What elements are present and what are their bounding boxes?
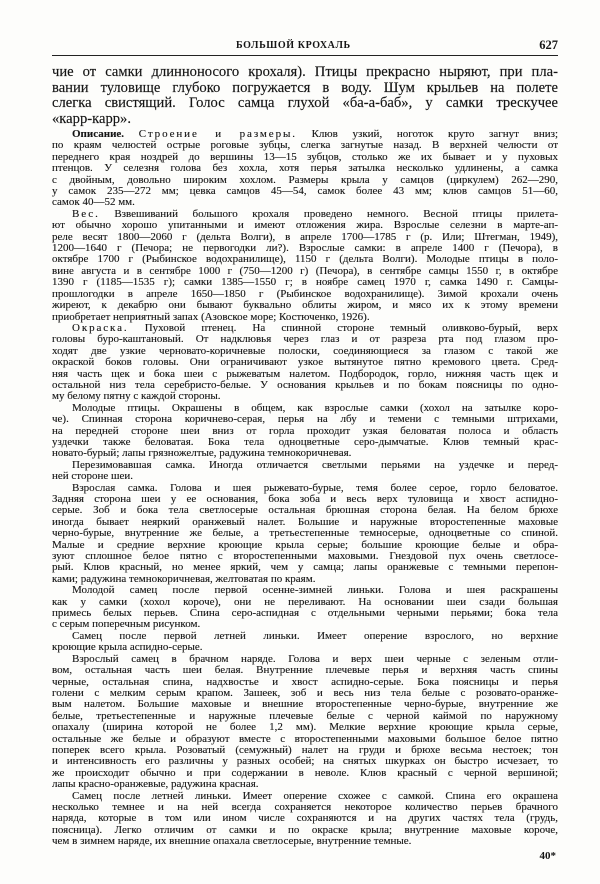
text-line: жиреют, к декабрю они бывают буквально облиты жиром, и мясо их к этому времени (52, 299, 558, 312)
text-line: Самец после летней линьки. Имеет оперение схожее с самкой. Спина его окрашена (72, 789, 558, 802)
text-run: Клюв узкий, ноготок круто загнут вниз; (296, 128, 559, 140)
printer-signature-mark: 40* (539, 850, 556, 862)
text-line: Молодые птицы. Окрашены в общем, как взрослые самки (хохол на затылке коро- (72, 401, 558, 414)
text-line: остальной низ тела серебристо-белые. У основания крыльев и по бокам поясницы по одно- (52, 378, 558, 391)
text-line: прошлогодки в апреле 1650—1850 г (Рыбинское водохранилище). Зимой крохали очень (52, 287, 558, 300)
text-line: поясница). Легко отличим от самки и по окраске крыла; внутренние маховые короче, (52, 823, 558, 836)
paragraph (52, 460, 558, 483)
text-line: как у самки (хохол короче), они не переливают. На основании шеи сзади большая (52, 595, 558, 608)
text-line: Взрослый самец в брачном наряде. Голова и верх шеи черные с зеленым отли- (72, 652, 558, 665)
text-line: вании туловище глубоко погружается в воду. Шум крыльев на полете (52, 79, 558, 96)
text-line: ходят две узкие черновато-коричневые полоски, соединяющиеся за глазом с такой же (52, 344, 558, 357)
text-line: че). Спинная сторона коричнево-серая, перья на лбу и темени с темными штрихами, (52, 413, 558, 426)
continued-paragraph (52, 65, 558, 127)
text-line: голени с мелким серым крапом. Зашеек, зоб и весь низ тела белые с розовато-оранже- (52, 686, 558, 699)
text-line: вине августа и в сентябре 1000 г (750—1200 г) (Печора), в сентябре самцы 1550 г, в октябре (52, 264, 558, 277)
text-line: примесь белых перьев. Спина серо-аспидная с отдельными черными перьями; бока тела (52, 607, 558, 620)
text-line: по краям челюстей острые роговые зубцы, слегка загнутые назад. В верхней челюсти от (52, 139, 558, 152)
paragraph (52, 483, 558, 586)
text-line: ют обычно хорошо упитанными и имеют отложения жира. Взрослые селезни в марте-ап- (52, 219, 558, 232)
text-line: вым налетом. Большие маховые и внешние второстепенные черно-бурые, внутренние же (52, 698, 558, 711)
text-line: на передней стороне шеи вниз от горла проходит узкая беловатая полоса и область (52, 424, 558, 437)
text-line: реле весят 1800—2060 г (дельта Волги), в апреле 1700—1785 г (р. Или; Штегман, 1949), (52, 230, 558, 243)
text-line: у самок 235—272 мм; цевка самцов 45—54, самок более 43 мм; клюв самцов 51—60, (52, 185, 558, 198)
text-line: вом, остальная часть шеи белая. Внутренние плечевые перья и верхняя часть спины (52, 664, 558, 677)
text-line: Взрослая самка. Голова и шея рыжевато-бурые, темя более серое, горло беловатое. (72, 481, 558, 494)
text-line: самок 40—52 мм. (52, 196, 135, 209)
paragraph (52, 631, 558, 654)
text-line: зуют сплошное белое пятно с второстепенными маховыми. Гнездовой пух очень светлосе- (52, 550, 558, 563)
spaced-section-heading: Строение и размеры. (138, 128, 297, 140)
text-line: несколько темнее и на ней всегда сохраняется некоторое количество перьев брачного (52, 800, 558, 813)
running-head-title: БОЛЬШОЙ КРОХАЛЬ (236, 40, 351, 51)
text-line: Молодой самец после первой осенне-зимней линьки. Голова и шея раскрашены (72, 584, 558, 597)
text-line: уздечки также беловатая. Бока тела одноцветные серо-дымчатые. Клюв темный крас- (52, 435, 558, 448)
header-rule (52, 55, 558, 56)
paragraph (52, 403, 558, 460)
text-line: головы буро-каштановый. От надклювья через глаз и от разреза рта под глазом про- (52, 333, 558, 346)
text-run: Взвешиваний большого крохаля проведено немного. Весной птицы прилета- (99, 207, 558, 220)
text-line: чие от самки длинноносого крохаля). Птицы прекрасно ныряют, при пла- (52, 64, 558, 80)
text-line: черно-бурые, внутренние же белые, а третьестепенные темносерые, одноцветные со спиной. (52, 527, 558, 540)
running-head (52, 38, 558, 54)
paragraph (52, 209, 558, 323)
text-line: чем в зимнем наряде, их внешние опахала светлосерые, внутренние темные. (52, 835, 412, 848)
page-number: 627 (539, 38, 558, 52)
text-line: остальные же белые и образуют вместе с второстепенными маховыми большое белое пятно (52, 732, 558, 745)
text-line: иногда бывает неяркий оранжевый налет. Большие и наружные второстепенные маховые (52, 515, 558, 528)
text-line: наряда, которые в том или ином числе сохраняются и на других частях тела (грудь, (52, 812, 558, 825)
text-line: окраской боков головы. Они ограничивают узкое вытянутое пятно кремового цвета. Сред- (52, 356, 558, 369)
spaced-section-heading: Вес. (72, 207, 100, 220)
text-run: Пуховой птенец. На спинной стороне темный оливково-бурый, верх (128, 321, 558, 334)
paragraph (52, 654, 558, 791)
text-line: «карр-карр». (52, 110, 131, 127)
text-line: 1390 г (1185—1535 г); самки 1385—1550 г; в ноябре самец 1970 г, самка 1490 г. Самцы- (52, 276, 558, 289)
paragraph (52, 585, 558, 631)
text-line: му белому пятну с каждой стороны. (52, 390, 221, 403)
paragraph (52, 323, 558, 403)
text-line: ней стороне шеи. (52, 470, 133, 483)
text-line: кроющие крыла аспидно-серые. (52, 641, 203, 654)
text-line: приобретает неприятный запах (Азовское море; Костюченко, 1926). (52, 310, 370, 323)
text-line: Перезимовавшая самка. Иногда отличается светлыми перьями на уздечке и перед- (72, 458, 558, 471)
text-line: белые, третьестепенные и наружные плечевые белые с черной каймой по наружному (52, 709, 558, 722)
text-line: слегка свистящий. Голос самца глухой «ба-а-баб», у самки трескучее (52, 95, 558, 111)
text-line: серые. Зоб и бока тела светлосерые остальная брюшная сторона белая. На белом брюхе (52, 504, 558, 517)
paragraph (52, 65, 558, 127)
text-line: Малые и средние верхние кроющие крыла серые; большие кроющие белые и обра- (52, 538, 558, 551)
text-line: черные, остальная спина, надхвостье и хвост аспидно-серые. Бока поясницы и перья (52, 675, 558, 688)
section-label: Описание. (72, 128, 139, 140)
text-line: Задняя сторона шеи у ее основания, бока зоба и весь верх туловища и хвост аспидно- (52, 493, 558, 505)
text-line: рый. Клюв красный, но менее яркий, чем у самца; лапы оранжевые с темными перепон- (52, 561, 558, 574)
text-line: лапы красно-оранжевые, радужина красная. (52, 778, 259, 791)
paragraph (52, 791, 558, 848)
text-line: с серым поперечным рисунком. (52, 618, 201, 631)
text-line: и интенсивность его различны у разных особей; на снятых шкурках он быстро исчезает, то (52, 755, 558, 768)
text-line: же происходит обычно и при содержании в неволе. Клюв красный с черной вершиной; (52, 766, 558, 779)
text-line: поперек всего крыла. Розоватый (семужный) налет на груди и брюхе весьма нестоек; тон (52, 743, 558, 756)
text-line: новато-бурый; лапы грязножелтые, радужина темнокоричневая. (52, 447, 352, 460)
text-line: ками; радужина темнокоричневая, желтоватая по краям. (52, 572, 316, 585)
species-description (52, 129, 558, 848)
text-line: няя часть щек и бока шеи с рыжеватым налетом. Подбородок, горло, нижняя часть щек и (52, 367, 558, 380)
text-line: октябре 1700 г (Рыбинское водохранилище), 1150 г (дельта Волги). Молодые птицы в поло- (52, 253, 558, 266)
text-line: с двойным, довольно широким хохлом. Размеры крыла у самцов (циркулем) 262—290, (52, 173, 558, 186)
text-line: опахалу (ширина которой не более 1,2 мм). Мелкие верхние кроющие крыла серые, (52, 721, 558, 734)
spaced-section-heading: Окраска. (72, 321, 129, 334)
text-line: Самец после первой летней линьки. Имеет оперение взрослого, но верхние (72, 629, 558, 642)
paragraph (52, 129, 558, 209)
text-line: переднего края ноздрей до вершины 13—15 зубцов, столько же их бывает и у пуховых (52, 150, 558, 163)
text-line: 1200—1640 г (Печора; не первогодки ли?). Взрослые самки: в апреле 1400 г (Печора), в (52, 242, 558, 255)
text-line: птенцов. У селезня голова без хохла, хотя перья затылка несколько удлинены, а самка (52, 162, 558, 175)
